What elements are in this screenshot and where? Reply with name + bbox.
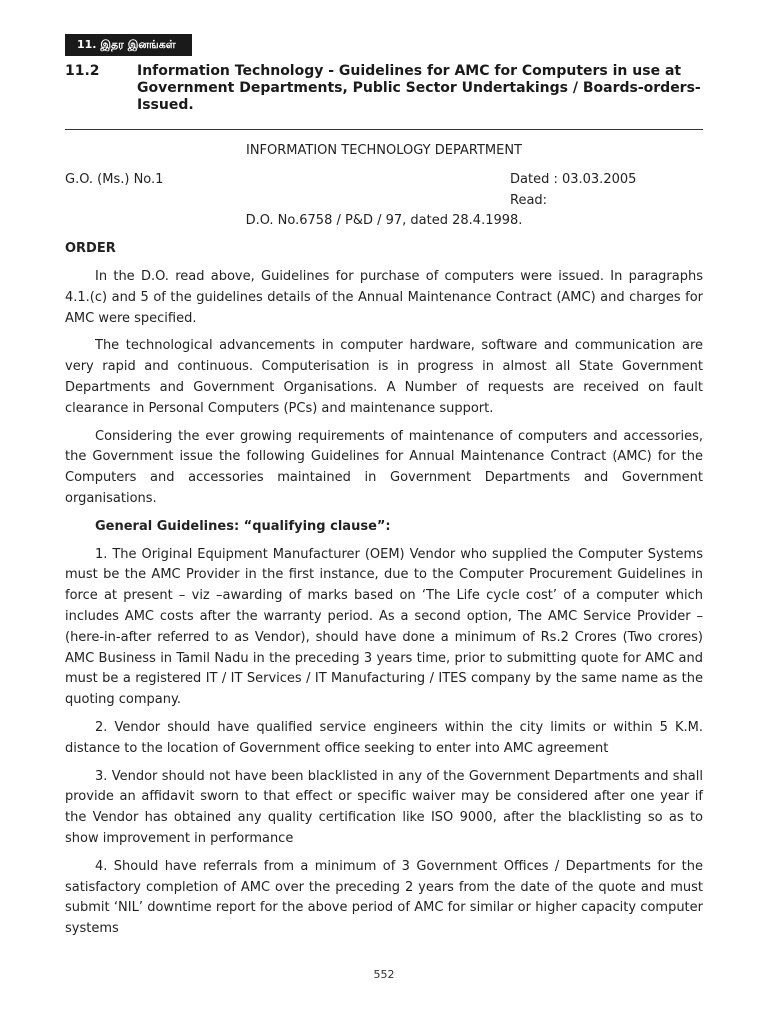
paragraph: Considering the ever growing requirements of maintenance of computers and accessories, the Government issue the following Guidelines for Annual Maintenance Contract (AMC) for the Computers and accessories maintained in Government Departments and Government organisations. xyxy=(65,428,703,506)
guideline-item: 3. Vendor should not have been blacklisted in any of the Government Departments and shall provide an affidavit sworn to that effect or specific waiver may be considered after one year if the Vendor has obtained any quality certification like ISO 9000, after the blacklisting so as to show improvement in performance xyxy=(65,768,703,846)
page-number: 552 xyxy=(373,968,395,981)
date-line: Dated : 03.03.2005 xyxy=(510,171,637,187)
chapter-tag: 11. இதர இனங்கள் xyxy=(65,34,192,56)
document-body xyxy=(65,140,703,947)
divider xyxy=(65,129,703,130)
read-row xyxy=(65,191,703,212)
guideline-item: 4. Should have referrals from a minimum of 3 Government Offices / Departments for the satisfactory completion of AMC over the preceding 2 years from the date of the quote and must submit ‘NIL’ downtime report for the above period of AMC for similar or higher capacity computer systems xyxy=(65,858,703,937)
guideline-item: 2. Vendor should have qualified service engineers within the city limits or within 5 K.M. distance to the location of Government office seeking to enter into AMC agreement xyxy=(65,719,703,756)
paragraph: The technological advancements in computer hardware, software and communication are very rapid and continuous. Computerisation is in progress in almost all State Government Departments and Government Organisations. A Number of requests are received on fault clearance in Personal Computers (PCs) and maintenance support. xyxy=(65,338,703,416)
guidelines-heading: General Guidelines: “qualifying clause”: xyxy=(95,518,391,534)
department-title: INFORMATION TECHNOLOGY DEPARTMENT xyxy=(246,143,522,158)
guideline-item: 1. The Original Equipment Manufacturer (OEM) Vendor who supplied the Computer Systems must be the AMC Provider in the first instance, due to the Computer Procurement Guidelines in force at present – viz –awarding of marks based on ‘The Life cycle cost’ of a computer which includes AMC costs after the warranty period. As a second option, The AMC Service Provider – (here-in-after referred to as Vendor), should have done a minimum of Rs.2 Crores (Two crores) AMC Business in Tamil Nadu in the preceding 3 years time, prior to submitting quote for AMC and must be a registered IT / IT Services / IT Manufacturing / ITES company by the same name as the quoting company. xyxy=(65,546,703,708)
paragraph: In the D.O. read above, Guidelines for purchase of computers were issued. In paragraphs 4.1.(c) and 5 of the guidelines details of the Annual Maintenance Contract (AMC) and charges for AMC were specified. xyxy=(65,268,703,326)
order-heading: ORDER xyxy=(65,241,116,257)
section-heading xyxy=(65,63,705,114)
section-number: 11.2 xyxy=(65,63,100,79)
go-number: G.O. (Ms.) No.1 xyxy=(65,171,164,187)
go-row xyxy=(65,170,703,191)
read-label: Read: xyxy=(510,192,548,208)
section-title: Information Technology - Guidelines for AMC for Computers in use at Government Departments, Public Sector Undertakings / Boards-orders-Issued. xyxy=(137,63,701,113)
do-reference: D.O. No.6758 / P&D / 97, dated 28.4.1998. xyxy=(245,213,523,229)
